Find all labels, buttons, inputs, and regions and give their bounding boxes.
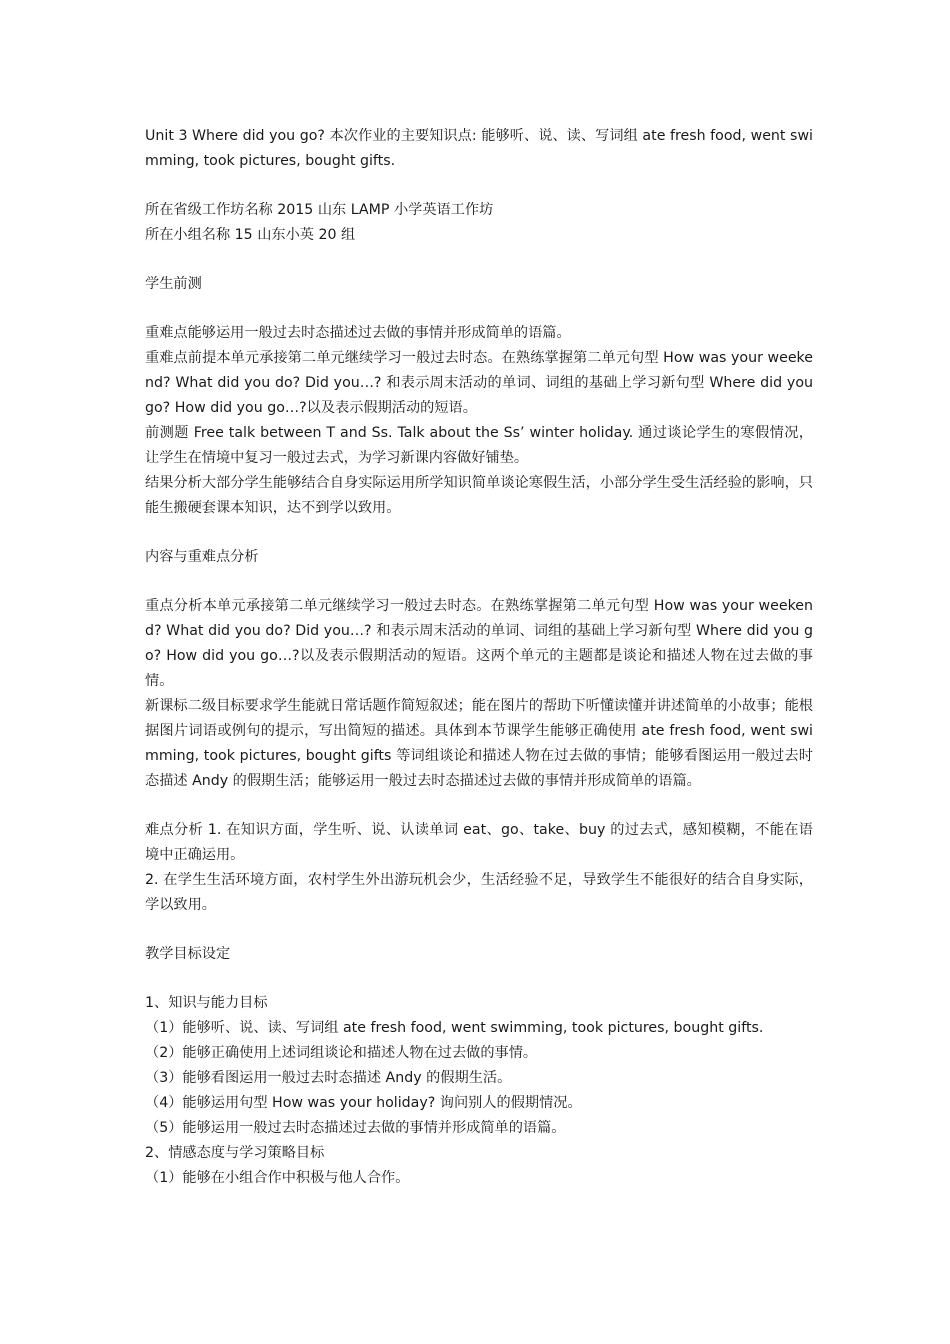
- section-heading-pretest: 学生前测: [145, 276, 202, 292]
- goal-1-item: （4）能够运用句型 How was your holiday? 询问别人的假期情况。: [145, 1095, 582, 1111]
- spacer: [145, 967, 813, 991]
- content-key-points: 重点分析本单元承接第二单元继续学习一般过去时态。在熟练掌握第二单元句型 How was your weekend? What did you do? Did you…? 和表示周末活动的单词、词组的基础上学习新句型 Where did you go? How did you go…?以及表示假期活动的短语。这两个单元的主题都是谈论和描述人物在过去做的事情。: [145, 598, 813, 689]
- content-curriculum: 新课标二级目标要求学生能就日常话题作简短叙述；能在图片的帮助下听懂读懂并讲述简单的小故事；能根据图片词语或例句的提示，写出简短的描述。具体到本节课学生能够正确使用 ate fresh food, went swimming, took pictures, bought gifts 等词组谈论和描述人物在过去做的事情；能够看图运用一般过去时态描述 Andy 的假期生活；能够运用一般过去时态描述过去做的事情并形成简单的语篇。: [145, 698, 813, 789]
- spacer: [145, 794, 813, 818]
- goal-2-title: 2、情感态度与学习策略目标: [145, 1145, 325, 1161]
- pretest-question: 前测题 Free talk between T and Ss. Talk about the Ss’ winter holiday. 通过谈论学生的寒假情况，让学生在情境中复习一般过去式，为学习新课内容做好铺垫。: [145, 425, 813, 466]
- spacer: [145, 174, 813, 198]
- spacer: [145, 521, 813, 545]
- pretest-prerequisite: 重难点前提本单元承接第二单元继续学习一般过去时态。在熟练掌握第二单元句型 How was your weekend? What did you do? Did you…? 和表示周末活动的单词、词组的基础上学习新句型 Where did you go? How did you go…?以及表示假期活动的短语。: [145, 350, 813, 416]
- goal-1-item: （2）能够正确使用上述词组谈论和描述人物在过去做的事情。: [145, 1045, 538, 1061]
- pretest-difficulty: 重难点能够运用一般过去时态描述过去做的事情并形成简单的语篇。: [145, 325, 571, 341]
- workshop-line: 所在省级工作坊名称 2015 山东 LAMP 小学英语工作坊: [145, 202, 494, 218]
- goal-1-item: （1）能够听、说、读、写词组 ate fresh food, went swimming, took pictures, bought gifts.: [145, 1020, 764, 1036]
- section-heading-content: 内容与重难点分析: [145, 549, 259, 565]
- content-difficulty-2: 2. 在学生生活环境方面，农村学生外出游玩机会少，生活经验不足，导致学生不能很好的结合自身实际，学以致用。: [145, 872, 813, 913]
- spacer: [145, 248, 813, 272]
- spacer: [145, 570, 813, 594]
- group-line: 所在小组名称 15 山东小英 20 组: [145, 227, 356, 243]
- goal-1-item: （3）能够看图运用一般过去时态描述 Andy 的假期生活。: [145, 1070, 512, 1086]
- goal-1-title: 1、知识与能力目标: [145, 995, 268, 1011]
- goal-1-item: （5）能够运用一般过去时态描述过去做的事情并形成简单的语篇。: [145, 1120, 566, 1136]
- goal-2-item: （1）能够在小组合作中积极与他人合作。: [145, 1170, 410, 1186]
- intro-paragraph: Unit 3 Where did you go? 本次作业的主要知识点: 能够听、说、读、写词组 ate fresh food, went swimming, took pictures, bought gifts.: [145, 128, 813, 169]
- pretest-result-analysis: 结果分析大部分学生能够结合自身实际运用所学知识简单谈论寒假生活，小部分学生受生活经验的影响，只能生搬硬套课本知识，达不到学以致用。: [145, 475, 813, 516]
- content-difficulty-1: 难点分析 1. 在知识方面，学生听、说、认读单词 eat、go、take、buy 的过去式，感知模糊，不能在语境中正确运用。: [145, 822, 813, 863]
- section-heading-goals: 教学目标设定: [145, 946, 231, 962]
- spacer: [145, 297, 813, 321]
- document-page: [145, 124, 813, 1191]
- spacer: [145, 918, 813, 942]
